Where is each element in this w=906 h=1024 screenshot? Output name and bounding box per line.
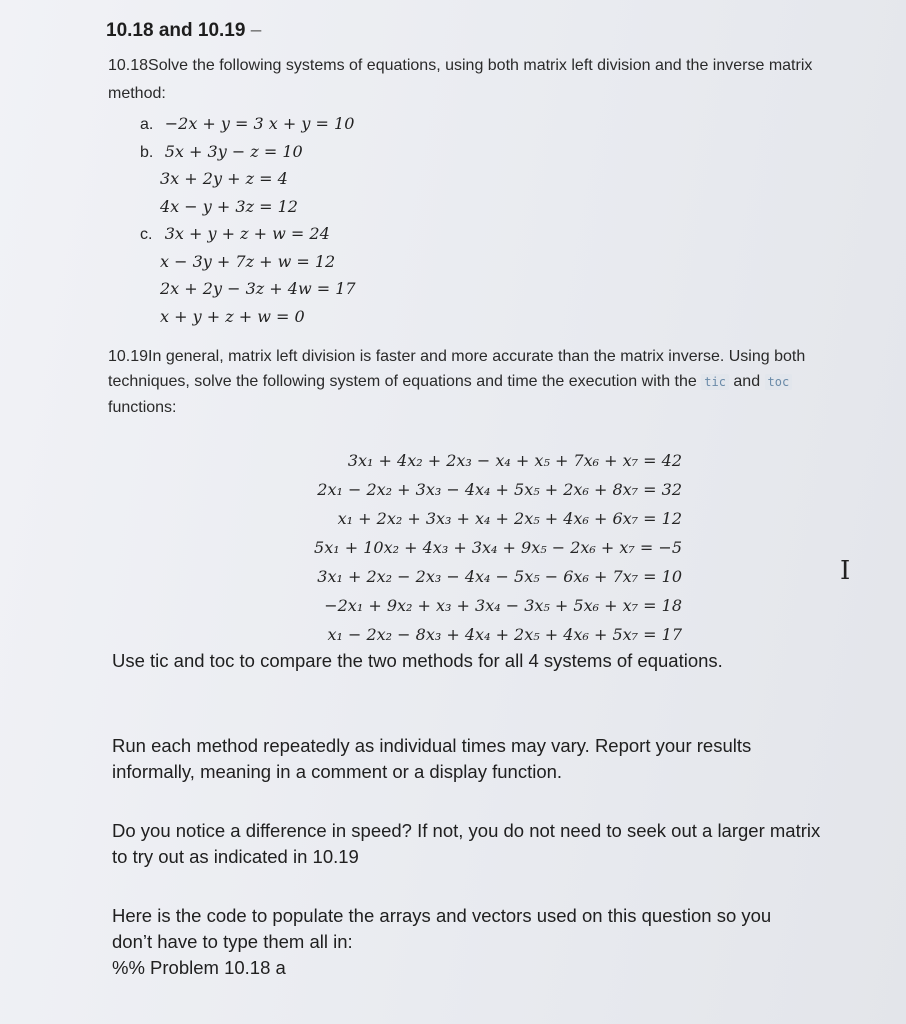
- tic-code: tic: [701, 374, 729, 390]
- system-equation-5: 3x₁ + 2x₂ − 2x₃ − 4x₄ − 5x₅ − 6x₆ + 7x₇ = 10: [317, 567, 682, 586]
- system-c-equation-2: x − 3y + 7z + w = 12: [160, 251, 336, 271]
- problem-10-18-systems: [140, 110, 356, 330]
- system-c-equation-4: x + y + z + w = 0: [160, 306, 305, 326]
- instruction-speed: Do you notice a difference in speed? If not, you do not need to seek out a larger matrix to try out as indicated in 10.19: [112, 820, 821, 867]
- system-b-label: b.: [140, 143, 154, 161]
- system-b-row-1: [140, 138, 356, 166]
- system-c-row-3: [140, 275, 356, 303]
- system-c-equation-1: 3x + y + z + w = 24: [164, 224, 330, 243]
- system-b-row-2: [140, 165, 356, 193]
- system-b-row-3: [140, 193, 356, 221]
- system-c-row-4: [140, 303, 356, 331]
- instruction-repeat: Run each method repeatedly as individual times may vary. Report your results informally, meaning in a comment or a display function.: [112, 735, 752, 782]
- p1019-text-before: 10.19In general, matrix left division is faster and more accurate than the matrix inverse. Using both techniques, solve the following system of equations and time the execution with the: [108, 348, 806, 390]
- p1019-and: and: [733, 373, 761, 390]
- system-equation-6: −2x₁ + 9x₂ + x₃ + 3x₄ − 3x₅ + 5x₆ + x₇ = 18: [324, 596, 682, 615]
- toc-code: toc: [765, 374, 793, 390]
- instruction-code: [112, 903, 772, 981]
- system-c-row-2: [140, 248, 356, 276]
- system-a: [140, 110, 356, 138]
- system-equation-7: x₁ − 2x₂ − 8x₃ + 4x₄ + 2x₅ + 4x₆ + 5x₇ = 17: [327, 625, 682, 644]
- system-c-equation-3: 2x + 2y − 3z + 4w = 17: [160, 279, 356, 298]
- system-equation-3: x₁ + 2x₂ + 3x₃ + x₄ + 2x₅ + 4x₆ + 6x₇ = 12: [337, 509, 682, 528]
- problem-10-19-system: [262, 446, 682, 649]
- system-a-equation: −2x + y = 3 x + y = 10: [164, 114, 355, 133]
- system-equation-4: 5x₁ + 10x₂ + 4x₃ + 3x₄ + 9x₅ − 2x₆ + x₇ = −5: [314, 538, 682, 557]
- p1019-text-after: functions:: [108, 399, 177, 416]
- text-cursor-icon: I: [840, 556, 851, 586]
- system-c-label: c.: [140, 226, 153, 243]
- instruction-compare: Use tic and toc to compare the two methods for all 4 systems of equations.: [112, 650, 723, 671]
- system-c-row-1: [140, 220, 356, 248]
- instruction-code-heading: %% Problem 10.18 a: [112, 957, 286, 978]
- problem-10-19-intro: [108, 344, 838, 420]
- system-a-label: a.: [140, 116, 154, 133]
- page-title: [106, 20, 261, 42]
- title-text: 10.18 and 10.19: [106, 20, 246, 41]
- instruction-code-text: Here is the code to populate the arrays and vectors used on this question so you don’t have to type them all in:: [112, 905, 772, 952]
- system-equation-2: 2x₁ − 2x₂ + 3x₃ − 4x₄ + 5x₅ + 2x₆ + 8x₇ = 32: [317, 480, 682, 499]
- system-b-equation-3: 4x − y + 3z = 12: [160, 196, 298, 216]
- title-dash: –: [250, 20, 262, 41]
- system-equation-1: 3x₁ + 4x₂ + 2x₃ − x₄ + x₅ + 7x₆ + x₇ = 42: [347, 451, 682, 470]
- system-b-equation-2: 3x + 2y + z = 4: [160, 169, 288, 188]
- problem-10-18-intro: 10.18Solve the following systems of equations, using both matrix left division and the inverse matrix method:: [108, 57, 813, 102]
- system-b-equation-1: 5x + 3y − z = 10: [164, 141, 303, 161]
